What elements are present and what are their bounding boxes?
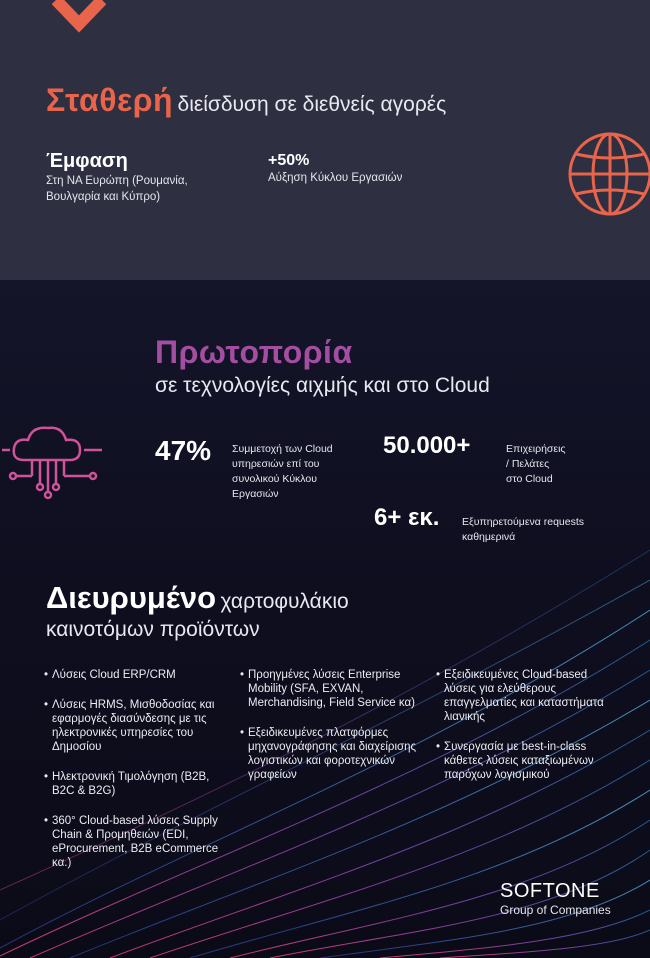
- stat-value: Έμφαση: [46, 150, 128, 172]
- list-item: • Ηλεκτρονική Τιμολόγηση (B2B, B2C & B2G): [44, 770, 224, 798]
- list-item: • Συνεργασία με best-in-class κάθετες λύσεις καταξιωμένων παρόχων λογισμικού: [436, 740, 616, 782]
- desc-line: στο Cloud: [506, 473, 553, 485]
- stat-requests-desc: [462, 515, 584, 545]
- title-highlight: Διευρυμένο: [46, 580, 217, 615]
- stat-customers-value: 50.000+: [383, 432, 471, 459]
- logo-tagline: Group of Companies: [500, 903, 611, 917]
- stat-desc-line2: Βουλγαρία και Κύπρο): [46, 191, 161, 203]
- stat-cloud-share-desc: [232, 442, 333, 502]
- stat-customers-desc: [506, 442, 565, 487]
- stat-desc: Αύξηση Κύκλου Εργασιών: [268, 172, 403, 184]
- portfolio-title: [46, 580, 349, 642]
- desc-line: Εργασιών: [232, 488, 279, 500]
- title-line2: καινοτόμων προϊόντων: [46, 618, 260, 641]
- pioneer-title: Πρωτοπορία: [155, 334, 353, 370]
- desc-line: υπηρεσιών επί του: [232, 458, 320, 470]
- international-title: [46, 82, 446, 119]
- stat-value: +50%: [268, 152, 310, 169]
- list-item: • Προηγμένες λύσεις Enterprise Mobility (SFA, EXVAN, Merchandising, Field Service κα): [240, 668, 418, 710]
- portfolio-col3: [436, 668, 616, 798]
- cloud-network-icon: [2, 420, 106, 504]
- logo-name: SOFTONE: [500, 880, 600, 902]
- company-logo: [500, 880, 611, 917]
- title-highlight: Σταθερή: [46, 82, 174, 118]
- desc-line: καθημερινά: [462, 531, 516, 543]
- list-item: • Λύσεις Cloud ERP/CRM: [44, 668, 224, 682]
- desc-line: συνολικού Κύκλου: [232, 473, 317, 485]
- technology-section: [0, 280, 650, 958]
- stat-emphasis: [46, 150, 188, 205]
- desc-line: Επιχειρήσεις: [506, 443, 566, 455]
- title-rest: διείσδυση σε διεθνείς αγορές: [177, 93, 447, 116]
- title-rest: χαρτοφυλάκιο: [220, 590, 349, 613]
- international-section: [0, 0, 650, 280]
- desc-line: Εξυπηρετούμενα requests: [462, 516, 585, 528]
- portfolio-col1: [44, 668, 224, 886]
- desc-line: / Πελάτες: [506, 458, 550, 470]
- stat-requests-value: 6+ εκ.: [374, 504, 440, 531]
- desc-line: Συμμετοχή των Cloud: [232, 443, 333, 455]
- chevron-down-icon: [52, 0, 106, 38]
- globe-icon: [566, 127, 650, 221]
- stat-cloud-share-value: 47%: [155, 435, 212, 466]
- list-item: • 360° Cloud-based λύσεις Supply Chain & Προμηθειών (EDI, eProcurement, B2B eCommerce κα.): [44, 814, 224, 870]
- stat-revenue-growth: [268, 152, 402, 186]
- list-item: • Λύσεις HRMS, Μισθοδοσίας και εφαρμογές διασύνδεσης με τις ηλεκτρονικές υπηρεσίες του Δημοσίου: [44, 698, 224, 754]
- portfolio-col2: [240, 668, 418, 798]
- pioneer-subtitle: σε τεχνολογίες αιχμής και στο Cloud: [155, 374, 490, 397]
- list-item: • Εξειδικευμένες πλατφόρμες μηχανογράφησης και διαχείρισης λογιστικών και φοροτεχνικών γραφείων: [240, 726, 418, 782]
- stat-desc-line1: Στη ΝΑ Ευρώπη (Ρουμανία,: [46, 175, 188, 187]
- list-item: • Εξειδικευμένες Cloud-based λύσεις για ελεύθερους επαγγελματίες και καταστήματα λιανικής: [436, 668, 616, 724]
